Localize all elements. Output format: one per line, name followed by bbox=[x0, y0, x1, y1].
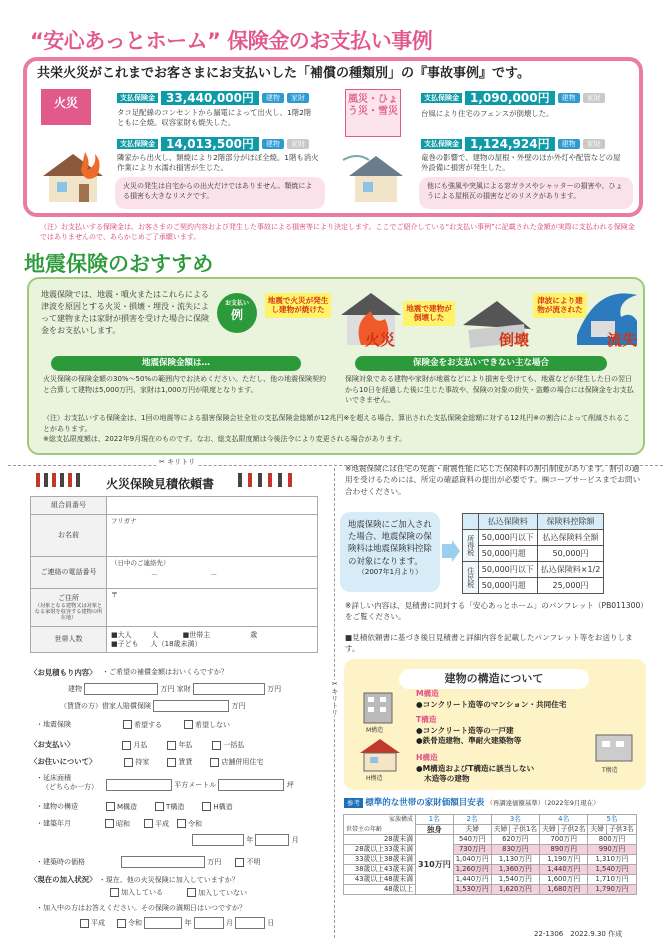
wind-category: 風災・ひょう災・雪災 bbox=[345, 89, 401, 137]
exclusion-text: 保険対象である建物や家財が地震などにより損害を受けても、地震などが発生した日の翌日から10日を経過した後に生じた事故や、保険の対象の紛失・盗難の場合には保険金をお支払いできません。 bbox=[345, 375, 634, 404]
build-date-row: ・建築年月 昭和 平成 令和 bbox=[36, 819, 202, 828]
fire-label: 火災 bbox=[365, 331, 396, 349]
steel-house-icon bbox=[592, 731, 636, 765]
heisei-checkbox[interactable] bbox=[144, 819, 153, 828]
expiry-day-input[interactable] bbox=[235, 917, 265, 929]
wind-case1-amount: 支払保険金 1,090,000円 建物 家財 bbox=[421, 91, 605, 105]
fire-note: 火災の発生は自宅からの出火だけではありません。類焼による損害も大きなリスクです。 bbox=[115, 177, 325, 209]
enrolled-checkbox[interactable] bbox=[110, 888, 119, 897]
reiwa-checkbox[interactable] bbox=[177, 819, 186, 828]
build-price-input[interactable] bbox=[121, 856, 205, 868]
amount: 14,013,500円 bbox=[161, 137, 259, 151]
expiry-row: 平成 令和 年 月 日 bbox=[80, 917, 274, 929]
fire-case2-amount: 支払保険金 14,013,500円 建物 家財 bbox=[117, 137, 309, 151]
cases-lead: 共栄火災がこれまでお客さまにお支払いした「補償の種類別」の『事故事例』です。 bbox=[37, 66, 530, 81]
reference-badge: 参考 bbox=[344, 798, 363, 808]
build-price-row: ・建築時の価格 万円 不明 bbox=[36, 858, 261, 866]
goods-table-heading: 参考 標準的な世帯の家財価額目安表 （再調達価額基準）（2022年9月現在） bbox=[344, 798, 599, 809]
earthquake-box bbox=[27, 277, 645, 455]
address-label: ご住所 （対象となる建物又は対象となる家財を収容する建物の所在地） bbox=[31, 589, 107, 627]
h-structure-checkbox[interactable] bbox=[202, 802, 211, 811]
example-collapse-caption: 地震で建物が倒壊した bbox=[403, 301, 455, 326]
floor-area-label: ・延床面積 （どちらか一方） bbox=[36, 774, 98, 792]
structure-title: 建物の構造について bbox=[399, 669, 589, 689]
liability-input[interactable] bbox=[153, 700, 229, 712]
washout-label: 流失 bbox=[607, 331, 638, 349]
example-fire-caption: 地震で火災が発生し建物が焼けた bbox=[265, 293, 331, 318]
shop-house-checkbox[interactable] bbox=[210, 758, 219, 767]
apartment-icon bbox=[358, 689, 398, 725]
pay-lump-checkbox[interactable] bbox=[212, 741, 221, 750]
fire-case2-text: 隣家から出火し、類焼により2階部分がほぼ全焼。1階も消火作業により水濡れ損害が生じた。 bbox=[117, 153, 319, 172]
current-insurance-row: 〈現在の加入状況〉 ・現在、他の火災保険に加入していますか？ bbox=[30, 875, 239, 884]
cut-label: ✂ キリトリ bbox=[156, 458, 198, 467]
wind-case2-amount: 支払保険金 1,124,924円 建物 家財 bbox=[421, 137, 605, 151]
wind-note: 他にも強風や突風による窓ガラスやシャッターの損害や、ひょうによる屋根瓦の損害などのリスクがあります。 bbox=[419, 177, 633, 209]
amount: 1,124,924円 bbox=[465, 137, 555, 151]
form-table bbox=[30, 496, 318, 653]
pay-monthly-checkbox[interactable] bbox=[122, 741, 131, 750]
estimate-section: 〈お見積もり内容〉 bbox=[30, 668, 97, 677]
structure-row: ・建物の構造 M構造 T構造 H構造 bbox=[36, 802, 233, 811]
member-number-label: 組合員番号 bbox=[31, 497, 107, 515]
tag-goods: 家財 bbox=[287, 93, 309, 104]
sqm-input[interactable] bbox=[106, 779, 172, 791]
build-date-inputs: 年 月 bbox=[192, 834, 299, 846]
house-fire-icon bbox=[35, 146, 111, 206]
floor-area-row: 平方メートル 坪 bbox=[106, 779, 294, 791]
page-title: “安心あっとホーム” 保険金のお支払い事例 bbox=[30, 29, 433, 53]
tag-building: 建物 bbox=[262, 93, 284, 104]
amount-text: 火災保険の保険金額の30%～50%の範囲内でお決めください。ただし、他の地震保険契約と合算して建物は5,000万円、家財は1,000万円が限度となります。 bbox=[43, 375, 327, 394]
fire-case1-text: タコ足配線のコンセントから漏電によって出火し、1階2階ともに全焼。収容家財も焼失した。 bbox=[117, 108, 312, 127]
amount: 1,090,000円 bbox=[465, 91, 555, 105]
building-amount-input[interactable] bbox=[84, 683, 158, 695]
pink-disclaimer: （注）お支払いする保険金は、お客さまのご契約内容および発生した事故による損害等により決定します。ここでご紹介している“お支払い事例”に記載された金額が実際に支払われる保険金ではありませんので、あらかじめご了承願います。 bbox=[40, 223, 635, 242]
expiry-year-input[interactable] bbox=[144, 917, 182, 929]
pamphlet-note: ※詳しい内容は、見積書に同封する「安心あっとホーム」のパンフレット（PB011300）をご覧ください。 bbox=[345, 601, 645, 622]
expiry-month-input[interactable] bbox=[194, 917, 224, 929]
rental-checkbox[interactable] bbox=[167, 758, 176, 767]
footer-code: 22-1306 2022.9.30 作成 bbox=[534, 930, 623, 938]
deduction-note: 地震保険にご加入された場合、地震保険の保険料は地震保険料控除の対象になります。 （2007年1月より） bbox=[340, 512, 440, 592]
housing-row: 〈お住いについて〉 持家 賃貸 店舗併用住宅 bbox=[30, 757, 264, 766]
estimate-question: ・ご希望の補償金額はおいくらですか？ bbox=[102, 668, 228, 676]
phone-field[interactable]: （日中のご連絡先） － － bbox=[107, 557, 318, 589]
discount-note: ※地震保険には住宅の免震・耐震性能に応じた保険料の割引制度があります。割引の適用を受けるためには、所定の確認資料の提出が必要です。㈱コープサービスまでお問い合わせください。 bbox=[345, 464, 641, 496]
showa-checkbox[interactable] bbox=[105, 819, 114, 828]
payment-cases-box bbox=[23, 57, 643, 217]
name-label: お名前 bbox=[31, 515, 107, 557]
eq-note2: ※総支払限度額は、2022年9月現在のものです。なお、総支払限度額は今後法令により変更される場合があります。 bbox=[43, 435, 407, 443]
wind-case1-text: 台風により住宅のフェンスが倒壊した。 bbox=[421, 109, 554, 118]
scissors-icon: ✂ bbox=[159, 458, 165, 466]
build-month-input[interactable] bbox=[255, 834, 289, 846]
tsubo-input[interactable] bbox=[218, 779, 284, 791]
tag-goods: 家財 bbox=[583, 139, 605, 150]
t-icon-label: T構造 bbox=[602, 767, 618, 774]
collapse-label: 倒壊 bbox=[499, 331, 530, 349]
fire-category: 火災 bbox=[41, 89, 91, 125]
current-insurance-options: 加入している 加入していない bbox=[110, 888, 247, 897]
pay-annual-checkbox[interactable] bbox=[167, 741, 176, 750]
name-field[interactable]: フリガナ bbox=[107, 515, 318, 557]
send-note: ■見積依頼書に基づき後日見積書と詳細内容を記載したパンフレット等をお送りします。 bbox=[345, 633, 633, 654]
m-icon-label: M構造 bbox=[366, 727, 384, 734]
member-number-field[interactable] bbox=[107, 497, 318, 515]
goods-value-table: 家族構成 世帯主の年齢 1名 2名 3名 4名 5名 独身 夫婦 夫婦 子供1名 夫婦 子供2名 夫婦 子供3名 28歳未満 310万円 540万円 620万円 700万円 800万円 28歳以上33歳未満 730万円 830万円 890万円 990万円 33歳以上38歳未満 1,040万円 1,130万円 1,190万円 1,310万円 38歳以上43歳未満 1,260万円 1,360万円 1,440万円 1,540万円 43歳以上48歳未満 1,440万円 1,540万円 1,600万円 1,710万円 48歳以上 1,530万円 1,620万円 1,680万円 1,790万円 bbox=[343, 814, 637, 895]
structure-box bbox=[344, 659, 646, 790]
example-badge: お支払い 例 bbox=[217, 293, 257, 333]
eq-no-checkbox[interactable] bbox=[184, 720, 193, 729]
expiry-heisei-checkbox[interactable] bbox=[80, 919, 89, 928]
phone-label: ご連絡の電話番号 bbox=[31, 557, 107, 589]
t-structure-checkbox[interactable] bbox=[155, 802, 164, 811]
cut-label-vertical: ✂キリトリ bbox=[330, 680, 339, 716]
tax-deduction-table: 払込保険料 保険料控除額 所得税 50,000円以下 払込保険料全額 50,000円超 50,000円 住民税 50,000円以下 払込保険料×1/2 50,000円超 25,000円 bbox=[462, 513, 604, 594]
payment-row: 〈お支払い〉 月払 年払 一括払 bbox=[30, 740, 245, 749]
expiry-reiwa-checkbox[interactable] bbox=[117, 919, 126, 928]
eq-yes-checkbox[interactable] bbox=[123, 720, 132, 729]
own-house-checkbox[interactable] bbox=[124, 758, 133, 767]
building-amount-row: 建物 万円 家財 万円 bbox=[68, 685, 282, 693]
example-tsunami-caption: 津波により建物が流された bbox=[533, 293, 587, 318]
not-enrolled-checkbox[interactable] bbox=[187, 888, 196, 897]
wind-case2-text: 竜巻の影響で、建物の屋根・外壁のほか外灯や配管などの屋外設備に損害が発生した。 bbox=[421, 153, 621, 172]
tag-building: 建物 bbox=[558, 93, 580, 104]
price-unknown-checkbox[interactable] bbox=[235, 858, 244, 867]
m-structure-desc: M構造 ●コンクリート造等のマンション・共同住宅 bbox=[416, 689, 567, 709]
tag-building: 建物 bbox=[262, 139, 284, 150]
exclusion-heading: 保険金をお支払いできない主な場合 bbox=[355, 356, 607, 371]
arrow-right-icon bbox=[442, 540, 460, 562]
wooden-house-icon bbox=[358, 737, 402, 773]
fire-case1-amount: 支払保険金 33,440,000円 建物 家財 bbox=[117, 91, 309, 105]
pencil-icons bbox=[34, 471, 94, 489]
form-title: 火災保険見積依頼書 bbox=[106, 477, 215, 491]
liability-row: （賃貸の方）借家人賠償保険 万円 bbox=[60, 702, 246, 710]
h-structure-desc: H構造 ●M構造およびT構造に該当しない 木造等の建物 bbox=[416, 753, 535, 784]
m-structure-checkbox[interactable] bbox=[106, 802, 115, 811]
corner-cell: 家族構成 世帯主の年齢 bbox=[344, 815, 416, 835]
household-label: 世帯人数 bbox=[31, 627, 107, 653]
amount: 33,440,000円 bbox=[161, 91, 259, 105]
house-storm-icon bbox=[341, 146, 411, 206]
tag-goods: 家財 bbox=[583, 93, 605, 104]
scissors-icon: ✂ bbox=[330, 680, 339, 688]
eq-option-row: ・地震保険 希望する 希望しない bbox=[36, 720, 230, 729]
eq-note1: （注）お支払いする保険金は、1回の地震等による損害保険会社全社の支払保険金総額が12兆円※を超える場合、算出された支払保険金総額に対する12兆円※の割合によって削減されることがあります。 bbox=[43, 414, 630, 433]
amount-heading: 地震保険金額は… bbox=[51, 356, 301, 371]
expiry-question: ・加入中の方はお答えください。その保険の満期日はいつですか？ bbox=[36, 904, 246, 912]
goods-amount-input[interactable] bbox=[193, 683, 265, 695]
household-field[interactable]: ■大人 人 ■世帯主 歳 ■子ども 人（18歳未満） bbox=[107, 627, 318, 653]
t-structure-desc: T構造 ●コンクリート造等の一戸建 ●鉄骨造建物、準耐火建築物等 bbox=[416, 715, 522, 746]
pencil-icons-right bbox=[236, 471, 316, 489]
address-field[interactable]: 〒 bbox=[107, 589, 318, 627]
tag-building: 建物 bbox=[558, 139, 580, 150]
tag-goods: 家財 bbox=[287, 139, 309, 150]
earthquake-intro: 地震保険では、地震・噴火またはこれらによる津波を原因とする火災・損壊・埋没・流失によって建物または家財が損害を受けた場合に保険金をお支払いします。 bbox=[41, 290, 209, 335]
earthquake-title: 地震保険のおすすめ bbox=[24, 252, 214, 276]
build-year-input[interactable] bbox=[192, 834, 244, 846]
h-icon-label: H構造 bbox=[366, 775, 383, 782]
